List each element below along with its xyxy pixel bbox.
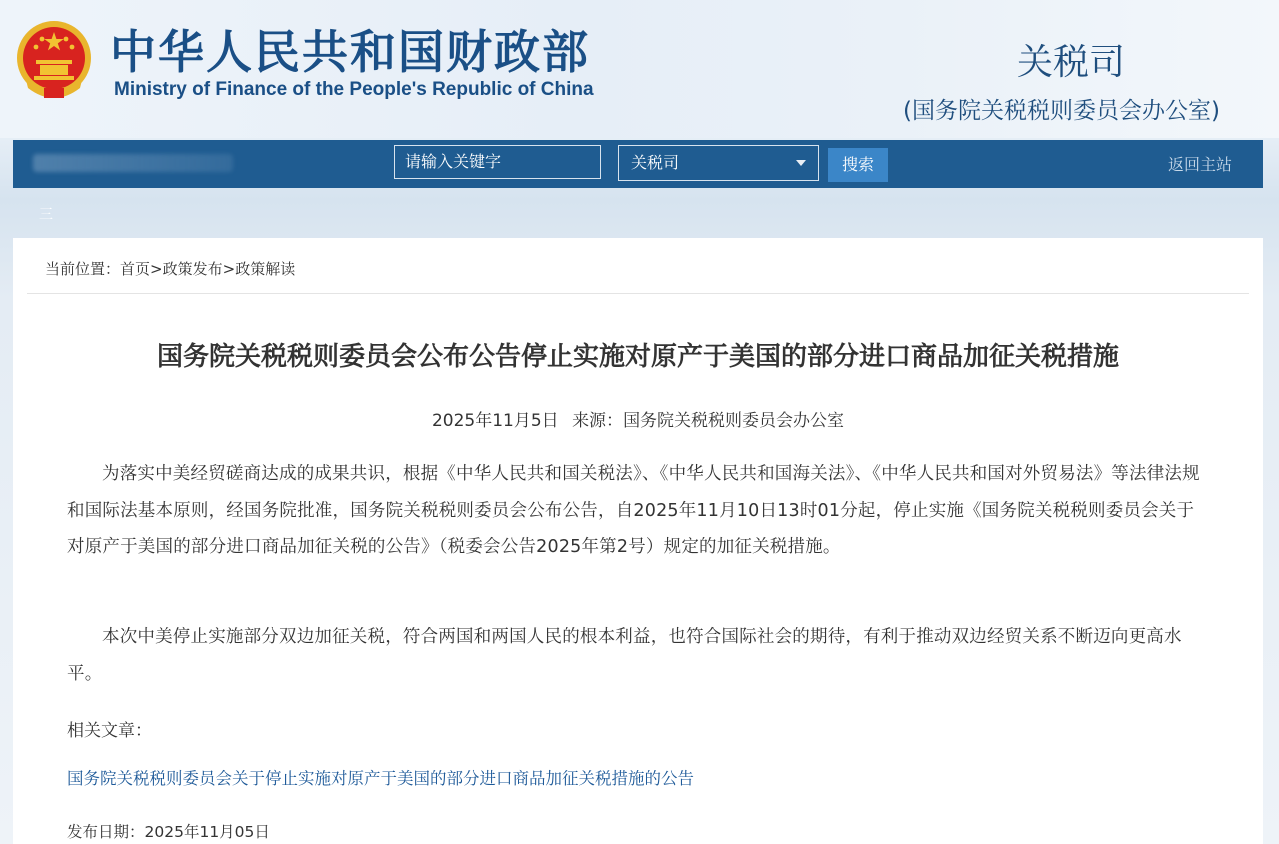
breadcrumb-item-home[interactable]: 首页 xyxy=(120,260,151,278)
chevron-down-icon xyxy=(796,160,806,166)
article-container xyxy=(13,238,1263,844)
nav-bar xyxy=(13,140,1263,188)
search-button[interactable]: 搜索 xyxy=(828,148,888,182)
related-articles-label: 相关文章： xyxy=(67,721,152,741)
article-title: 国务院关税税则委员会公布公告停止实施对原产于美国的部分进口商品加征关税措施 xyxy=(156,342,1119,372)
national-emblem-icon xyxy=(14,18,94,102)
publish-date-label: 发布日期： xyxy=(67,823,145,841)
breadcrumb-item-policy[interactable]: 政策发布 xyxy=(162,260,223,278)
article-source: 国务院关税税则委员会办公室 xyxy=(623,411,845,431)
breadcrumb-separator: > xyxy=(150,260,163,278)
publish-date xyxy=(67,820,270,842)
breadcrumb xyxy=(45,258,295,279)
blurred-nav-text xyxy=(33,154,233,172)
menu-icon[interactable]: 三 xyxy=(39,207,53,223)
article-paragraph: 本次中美停止实施部分双边加征关税，符合两国和两国人民的根本利益，也符合国际社会的期待，有利于推动双边经贸关系不断迈向更高水平。 xyxy=(67,627,1182,684)
article-date: 2025年11月5日 xyxy=(431,411,559,431)
article-paragraph: 为落实中美经贸磋商达成的成果共识，根据《中华人民共和国关税法》、《中华人民共和国海关法》、《中华人民共和国对外贸易法》等法律法规和国际法基本原则，经国务院批准，国务院关税税则委员会公布公告，自2025年11月10日13时01分起，停止实施《国务院关税税则委员会关于对原产于美国的部分进口商品加征关税的公告》（税委会公告2025年第2号）规定的加征关税措施。 xyxy=(67,464,1200,557)
search-input[interactable]: 请输入关键字 xyxy=(394,145,601,179)
source-label: 来源： xyxy=(572,411,624,431)
publish-date-value: 2025年11月05日 xyxy=(144,823,270,841)
select-value: 关税司 xyxy=(631,153,680,172)
department-select[interactable] xyxy=(618,145,819,181)
department-subtitle: (国务院关税税则委员会办公室) xyxy=(903,98,1220,124)
breadcrumb-separator: > xyxy=(222,260,236,278)
related-article-link[interactable]: 国务院关税税则委员会关于停止实施对原产于美国的部分进口商品加征关税措施的公告 xyxy=(67,769,694,788)
site-header xyxy=(0,0,1279,138)
site-title-cn: 中华人民共和国财政部 xyxy=(110,25,590,79)
article-meta xyxy=(13,406,1263,431)
site-title-en: Ministry of Finance of the People's Republic of China xyxy=(114,79,594,100)
divider xyxy=(27,293,1249,294)
breadcrumb-item-interpretation[interactable]: 政策解读 xyxy=(235,260,296,278)
return-home-link[interactable]: 返回主站 xyxy=(1168,155,1233,174)
department-title: 关税司 xyxy=(1017,42,1126,83)
breadcrumb-label: 当前位置： xyxy=(45,260,121,278)
